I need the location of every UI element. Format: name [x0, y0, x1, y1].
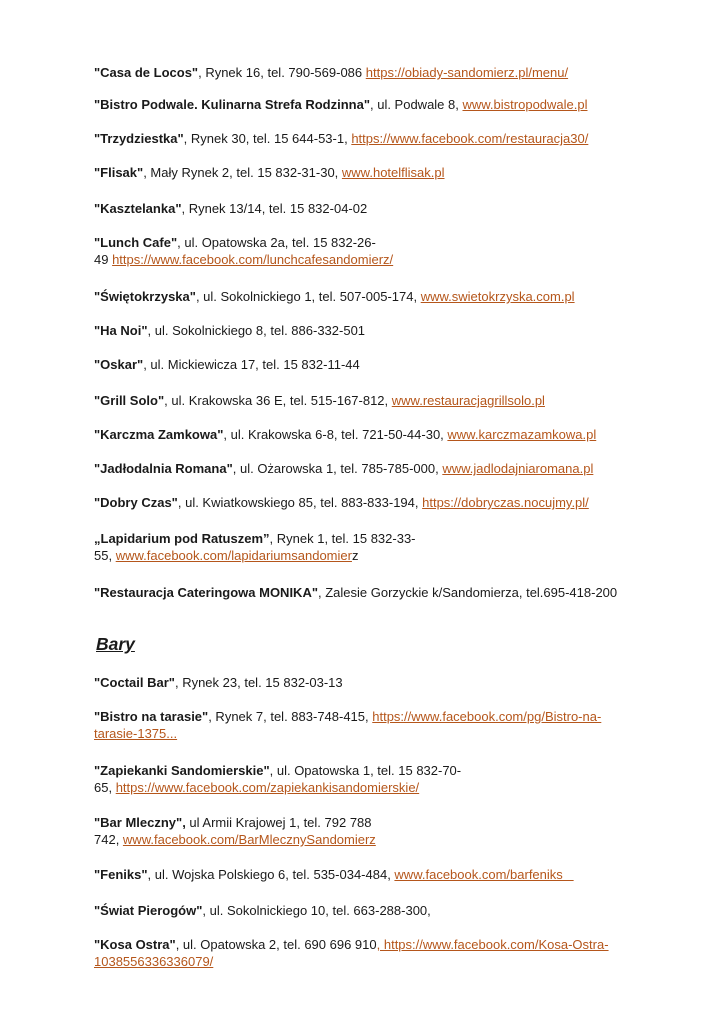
list-item	[94, 708, 654, 742]
venue-name: "Bistro na tarasie"	[94, 709, 209, 724]
list-item	[94, 200, 654, 217]
list-item	[94, 902, 654, 919]
venue-details: , ul. Mickiewicza 17, tel. 15 832-11-44	[143, 357, 360, 372]
venue-name: "Bistro Podwale. Kulinarna Strefa Rodzinna"	[94, 97, 370, 112]
section-heading: Bary	[96, 634, 135, 654]
list-item	[94, 356, 654, 373]
venue-name: "Bar Mleczny",	[94, 815, 186, 830]
venue-details: , ul. Kwiatkowskiego 85, tel. 883-833-194,	[177, 495, 423, 510]
venue-details: , ul. Sokolnickiego 8, tel. 886-332-501	[147, 323, 366, 338]
list-item	[94, 64, 654, 81]
venue-name: "Casa de Locos"	[94, 65, 199, 80]
venue-link-tail: z	[351, 548, 359, 563]
venue-details: , ul. Opatowska 2, tel. 690 696 910	[175, 937, 377, 952]
list-item	[94, 322, 654, 339]
venue-name: "Ha Noi"	[94, 323, 148, 338]
list-item	[94, 164, 654, 181]
venue-name: "Zapiekanki Sandomierskie"	[94, 763, 270, 778]
venue-name: "Oskar"	[94, 357, 144, 372]
venue-name: "Świętokrzyska"	[94, 289, 196, 304]
list-item	[94, 584, 694, 601]
venue-link[interactable]: www.restauracjagrillsolo.pl	[391, 393, 545, 408]
venue-details: ul Armii Krajowej 1, tel. 792 788	[185, 815, 372, 830]
venue-details: , Rynek 13/14, tel. 15 832-04-02	[181, 201, 368, 216]
venue-link[interactable]: www.swietokrzyska.com.pl	[420, 289, 575, 304]
venue-details: , Zalesie Gorzyckie k/Sandomierza, tel.695-418-200	[318, 585, 618, 600]
venue-details: , Rynek 30, tel. 15 644-53-1,	[183, 131, 352, 146]
venue-link[interactable]: https://www.facebook.com/lunchcafesandomierz/	[112, 252, 394, 267]
venue-name: "Jadłodalnia Romana"	[94, 461, 233, 476]
list-item	[94, 234, 654, 268]
venue-details: , ul. Sokolnickiego 1, tel. 507-005-174,	[195, 289, 421, 304]
venue-link[interactable]: https://obiady-sandomierz.pl/menu/	[365, 65, 569, 80]
venue-name: "Dobry Czas"	[94, 495, 178, 510]
venue-details: , ul. Krakowska 36 E, tel. 515-167-812,	[164, 393, 392, 408]
venue-name: "Grill Solo"	[94, 393, 165, 408]
list-item	[94, 762, 654, 796]
venue-details: , ul. Krakowska 6-8, tel. 721-50-44-30,	[223, 427, 448, 442]
venue-link[interactable]: https://www.facebook.com/zapiekankisandomierskie/	[115, 780, 420, 795]
venue-name: „Lapidarium pod Ratuszem”	[94, 531, 270, 546]
venue-details: , ul. Sokolnickiego 10, tel. 663-288-300,	[202, 903, 431, 918]
venue-details-continued: 55,	[94, 548, 116, 563]
venue-details: , Rynek 16, tel. 790-569-086	[198, 65, 366, 80]
venue-name: "Feniks"	[94, 867, 148, 882]
venue-details-continued: 65,	[94, 780, 116, 795]
venue-link[interactable]: www.facebook.com/BarMlecznySandomierz	[122, 832, 376, 847]
venue-details: , Rynek 7, tel. 883-748-415,	[208, 709, 373, 724]
list-item	[94, 936, 654, 970]
venue-link[interactable]: www.jadlodajniaromana.pl	[442, 461, 594, 476]
list-item	[94, 674, 654, 691]
venue-link-continued[interactable]: tarasie-1375...	[94, 726, 178, 741]
venue-name: "Lunch Cafe"	[94, 235, 178, 250]
venue-name: "Coctail Bar"	[94, 675, 175, 690]
venue-name: "Restauracja Cateringowa MONIKA"	[94, 585, 318, 600]
venue-details: , ul. Podwale 8,	[369, 97, 463, 112]
list-item	[94, 130, 654, 147]
venue-name: "Kasztelanka"	[94, 201, 182, 216]
list-item	[94, 866, 654, 883]
venue-details: , Rynek 1, tel. 15 832-33-	[269, 531, 416, 546]
venue-link[interactable]: www.hotelflisak.pl	[341, 165, 445, 180]
venue-details: , ul. Ożarowska 1, tel. 785-785-000,	[232, 461, 443, 476]
venue-details: , Mały Rynek 2, tel. 15 832-31-30,	[143, 165, 342, 180]
venue-details: , ul. Wojska Polskiego 6, tel. 535-034-484,	[147, 867, 395, 882]
list-item	[94, 96, 654, 113]
venue-link[interactable]: www.karczmazamkowa.pl	[447, 427, 597, 442]
list-item	[94, 814, 654, 848]
venue-link[interactable]: www.facebook.com/barfeniks	[394, 867, 574, 882]
venue-name: "Flisak"	[94, 165, 144, 180]
venue-link[interactable]: https://dobryczas.nocujmy.pl/	[422, 495, 589, 510]
venue-link[interactable]: , https://www.facebook.com/Kosa-Ostra-	[376, 937, 609, 952]
venue-details: , ul. Opatowska 1, tel. 15 832-70-	[269, 763, 462, 778]
venue-link-continued[interactable]: 1038556336336079/	[94, 954, 214, 969]
venue-name: "Trzydziestka"	[94, 131, 184, 146]
venue-link[interactable]: www.bistropodwale.pl	[462, 97, 588, 112]
list-item	[94, 392, 654, 409]
list-item	[94, 530, 654, 564]
venue-link[interactable]: www.facebook.com/lapidariumsandomier	[115, 548, 352, 563]
venue-details-continued: 49	[94, 252, 113, 267]
venue-name: "Świat Pierogów"	[94, 903, 203, 918]
venue-name: "Kosa Ostra"	[94, 937, 176, 952]
list-item	[94, 460, 654, 477]
venue-details: , Rynek 23, tel. 15 832-03-13	[174, 675, 343, 690]
venue-link[interactable]: https://www.facebook.com/pg/Bistro-na-	[372, 709, 602, 724]
venue-link[interactable]: https://www.facebook.com/restauracja30/	[351, 131, 589, 146]
venue-name: "Karczma Zamkowa"	[94, 427, 224, 442]
list-item	[94, 288, 654, 305]
venue-details-continued: 742,	[94, 832, 123, 847]
list-item	[94, 426, 654, 443]
list-item	[94, 494, 654, 511]
venue-details: , ul. Opatowska 2a, tel. 15 832-26-	[177, 235, 376, 250]
